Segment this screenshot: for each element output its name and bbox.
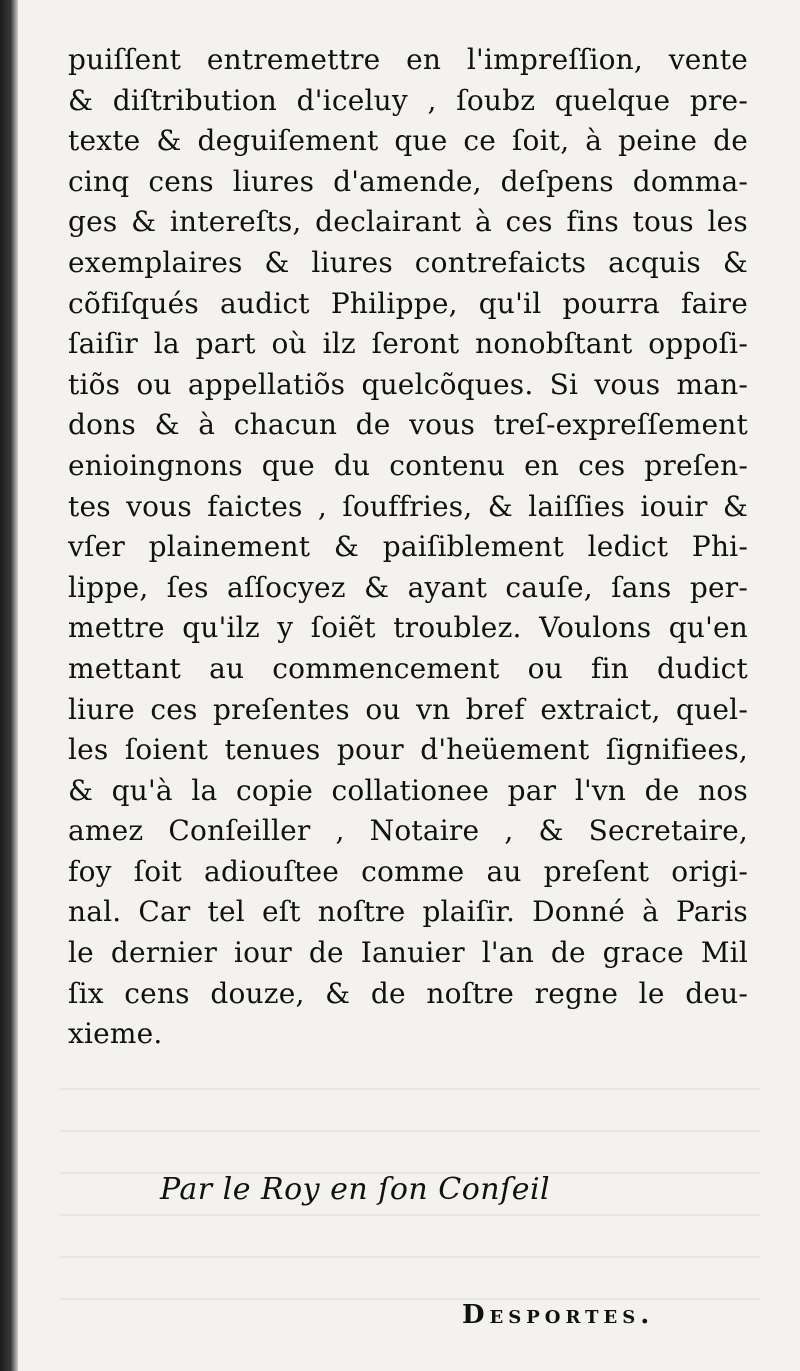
text-line: ſix cens douze, & de noſtre regne le deu- bbox=[68, 976, 748, 1010]
text-line: texte & deguiſement que ce ſoit, à peine de bbox=[68, 124, 748, 158]
text-line: ges & intereſts, declairant à ces fins tous les bbox=[68, 205, 748, 239]
text-line: puiſſent entremettre en l'impreſſion, vente bbox=[68, 43, 748, 76]
text-line: ſaiſir la part où ilz ſeront nonobſtant oppoſi- bbox=[68, 327, 748, 361]
text-line: tes vous faictes , ſouffries, & laiſſies iouir & bbox=[68, 489, 748, 523]
signer-name: Desportes. bbox=[462, 1300, 655, 1330]
text-line: cinq cens liures d'amende, deſpens domma- bbox=[68, 164, 748, 198]
text-line: exemplaires & liures contrefaicts acquis & bbox=[68, 245, 748, 279]
text-line: dons & à chacun de vous treſ-expreſſement bbox=[68, 408, 748, 442]
body-text bbox=[68, 40, 748, 1055]
text-line: & qu'à la copie collationee par l'vn de nos bbox=[68, 773, 748, 807]
text-line: liure ces preſentes ou vn bref extraict, quel- bbox=[68, 692, 748, 726]
text-line: & diſtribution d'iceluy , ſoubz quelque pre- bbox=[68, 83, 748, 117]
signature-line: Par le Roy en ſon Conſeil bbox=[160, 1172, 551, 1207]
text-line: le dernier iour de Ianuier l'an de grace Mil bbox=[68, 936, 748, 970]
text-line: tiõs ou appellatiõs quelcõques. Si vous man- bbox=[68, 367, 748, 401]
text-line: lippe, ſes aſſocyez & ayant cauſe, ſans per- bbox=[68, 570, 748, 604]
text-line: enioingnons que du contenu en ces preſen- bbox=[68, 448, 748, 482]
text-line: foy ſoit adiouſtee comme au preſent origi- bbox=[68, 854, 748, 888]
text-line: mettre qu'ilz y ſoiẽt troublez. Voulons qu'en bbox=[68, 611, 748, 645]
text-line: xieme. bbox=[68, 1017, 163, 1051]
text-line: nal. Car tel eſt noſtre plaiſir. Donné à Paris bbox=[68, 895, 748, 929]
text-line: vſer plainement & paiſiblement ledict Phi- bbox=[68, 530, 748, 564]
page-gutter-shadow bbox=[0, 0, 18, 1371]
text-line: mettant au commencement ou fin dudict bbox=[68, 651, 748, 685]
text-line: cõfiſqués audict Philippe, qu'il pourra faire bbox=[68, 286, 748, 320]
text-line: amez Conſeiller , Notaire , & Secretaire, bbox=[68, 814, 748, 848]
text-line: les ſoient tenues pour d'heüement ſignifiees, bbox=[68, 733, 748, 767]
